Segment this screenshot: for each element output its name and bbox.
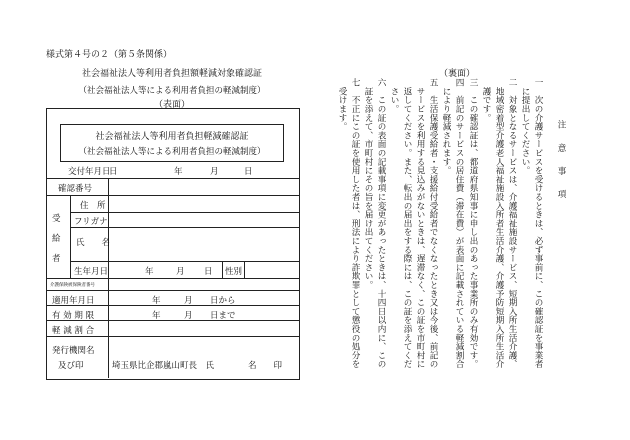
reduction-rate-label: 軽 減 割 合 [52,326,95,336]
issuer-label-line-2: 及び印 [58,361,84,371]
notes-heading: 注 意 事 項 [556,120,566,202]
rule-10 [46,336,300,337]
insured-number-label: 介護保険被保険者番号 [50,283,95,288]
valid-until-label: 有 効 期 限 [52,311,95,321]
front-side-label: （表面） [153,100,190,110]
note-line-15: 七 不正にこの証を使用した者は、刑法により詐欺罪として懲役の処分を [350,78,360,369]
issue-date-month: 月 [210,167,219,177]
label-column-rule [108,178,109,378]
note-line-8: により軽減されます。 [441,78,451,175]
address-label: 住 所 [80,201,106,211]
document-title: 社会福祉法人等利用者負担額軽減対象確認証 [81,69,262,79]
note-line-13: 六 この証の表面の記載事項に変更があったときは、十四日以内に、この [376,78,386,369]
confirm-number-label: 確認番号 [58,184,93,194]
birth-date-year: 年 [145,267,154,277]
rule-7 [46,290,300,291]
note-line-4: 地域密着型介護老人福祉施設入所者生活介護、介護予防短期入所生活介 [494,78,504,369]
gender-rule-left [222,261,223,278]
recipient-column-rule [70,195,71,278]
issue-date-day-2: 日 [244,167,253,177]
rule-1 [46,178,300,179]
card-subtitle: （社会福祉法人等による利用者負担の軽減制度） [78,147,266,157]
note-line-16: 受けます。 [337,78,347,131]
recipient-char-2: 給 [52,234,61,244]
apply-date-year: 年 [152,296,161,306]
birth-date-day: 日 [204,267,213,277]
rule-6 [46,278,300,279]
birth-date-label: 生年月日 [74,267,109,277]
card-title: 社会福祉法人等利用者負担軽減確認証 [95,132,249,142]
note-line-1: 一 次の介護サービスを受けるときは、必ず事前に、この確認証を事業者 [533,78,543,369]
valid-until-year: 年 [152,311,161,321]
issue-date-label: 交付年月日 [68,167,111,177]
note-line-9: 五 生活保護受給者・支援給付受給者でなくなったとき又は今後、前記の [428,78,438,369]
furigana-label: フリガナ [74,217,108,227]
note-line-11: 返してください。また、転出の届出をする際には、この証を添えてくだ [402,78,412,369]
note-line-7: 四 前記のサービスの居住費（滞在費）が表面に記載されている軽減割合 [454,78,464,369]
note-line-3: 二 対象となるサービスは、介護福祉施設サービス、短期入所生活介護、 [507,78,517,369]
gender-label: 性別 [225,267,243,277]
recipient-char-1: 受 [52,214,61,224]
document-subtitle: （社会福祉法人等による利用者負担の軽減制度） [78,86,266,96]
issuer-label-line-1: 発行機関名 [52,346,95,356]
name-label: 氏 名 [76,238,111,248]
rule-4 [70,227,300,228]
issuer-name: 埼玉県比企郡嵐山町長 氏 名 印 [112,361,283,371]
apply-date-from: 日から [210,296,236,306]
issue-date-day-1: 日 [109,167,118,177]
birth-date-month: 月 [176,267,185,277]
rule-3 [70,212,300,213]
apply-date-month: 月 [184,296,193,306]
note-line-14: 証を添えて、市町村にその旨を届け出てください。 [363,78,373,290]
back-side-label: （裏面） [439,69,476,79]
recipient-char-3: 者 [52,254,61,264]
form-number: 様式第４号の２（第５条関係） [46,50,173,60]
note-line-12: さい。 [389,78,399,114]
note-line-10: サービスを利用する見込みがないときは、遅滞なく、この証を市町村に [415,78,425,369]
note-line-6: 三 この確認証は、都道府県知事に申し出のあった事業所のみ有効です。 [468,78,478,369]
note-line-2: に提出してください。 [520,78,530,175]
issue-date-year: 年 [174,167,183,177]
apply-date-label: 適用年月日 [52,296,95,306]
valid-until-until: 日まで [210,311,236,321]
gender-rule-right [244,261,245,278]
note-line-5: 護です。 [481,78,491,122]
valid-until-month: 月 [184,311,193,321]
rule-2 [46,195,300,196]
rule-5 [70,261,300,262]
